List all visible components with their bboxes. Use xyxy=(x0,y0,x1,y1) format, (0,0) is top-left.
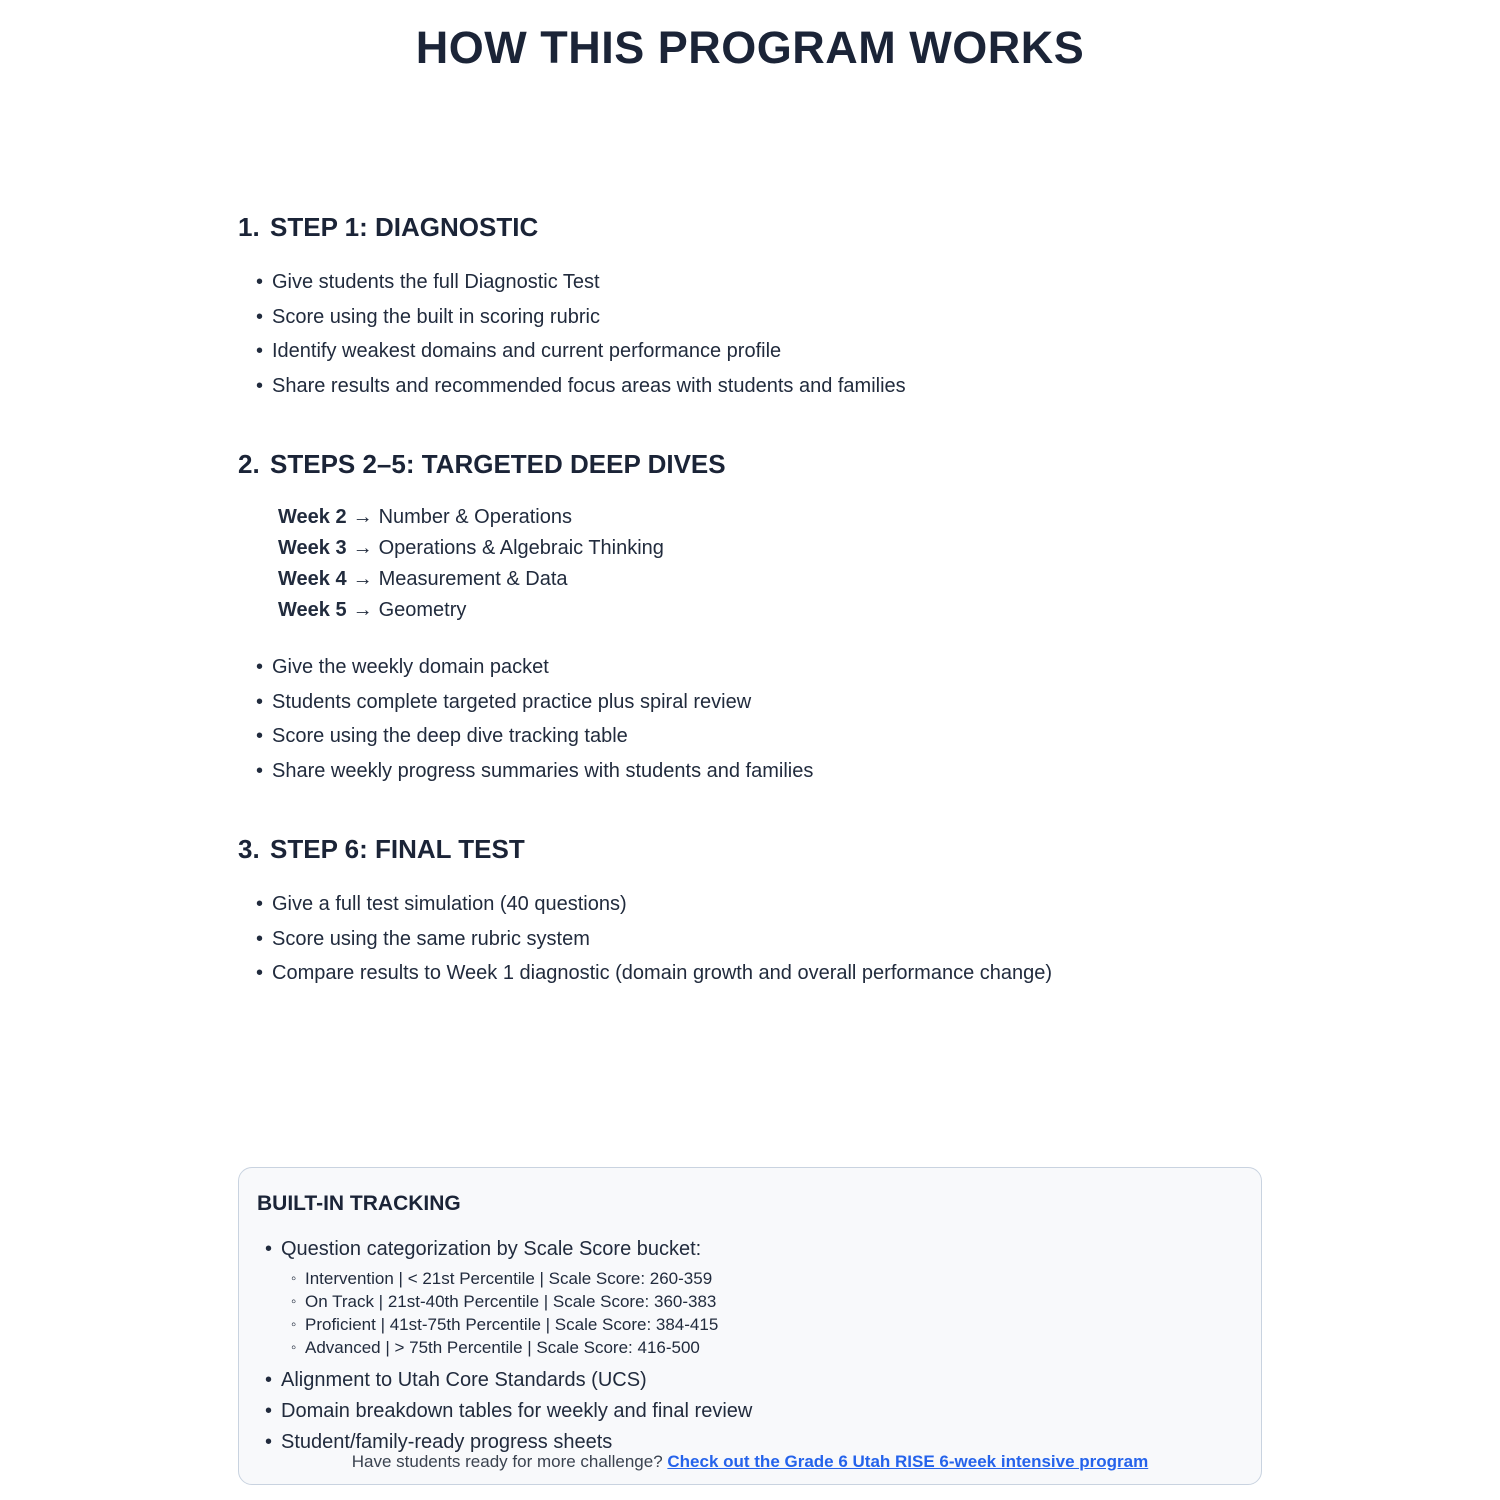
section-number: 2. xyxy=(238,449,260,479)
footer-link[interactable]: Check out the Grade 6 Utah RISE 6-week intensive program xyxy=(667,1452,1149,1471)
bullet-item: • Students complete targeted practice plus spiral review xyxy=(238,685,1262,720)
bullet-item: • Give a full test simulation (40 questions) xyxy=(238,887,1262,922)
section-number: 3. xyxy=(238,834,260,864)
scale-score-bucket: ◦ Proficient | 41st-75th Percentile | Scale Score: 384-415 xyxy=(257,1313,1237,1336)
week-item xyxy=(278,564,1262,595)
week-label: Week 4 xyxy=(278,568,347,590)
page-title: HOW THIS PROGRAM WORKS xyxy=(415,22,1085,73)
tracking-bullet: • Question categorization by Scale Score bucket: xyxy=(257,1234,1237,1265)
bullet-item: • Score using the built in scoring rubric xyxy=(238,300,1262,335)
tracking-bullet-list xyxy=(257,1234,1237,1265)
footer-text: Have students ready for more challenge? xyxy=(351,1452,668,1471)
section-step6-final-test xyxy=(238,834,1262,991)
week-label: Week 3 xyxy=(278,537,347,559)
scale-score-bucket: ◦ Advanced | > 75th Percentile | Scale Score: 416-500 xyxy=(257,1336,1237,1359)
bullet-list xyxy=(238,887,1262,991)
arrow-right-icon: → xyxy=(352,537,373,559)
tracking-bullet-list xyxy=(257,1365,1237,1458)
scale-score-bucket: ◦ On Track | 21st-40th Percentile | Scale Score: 360-383 xyxy=(257,1290,1237,1313)
bullet-item: • Give the weekly domain packet xyxy=(238,650,1262,685)
section-heading-text: STEPS 2–5: TARGETED DEEP DIVES xyxy=(270,449,726,479)
bullet-item: • Share results and recommended focus areas with students and families xyxy=(238,369,1262,404)
section-number: 1. xyxy=(238,212,260,242)
week-topic: Operations & Algebraic Thinking xyxy=(378,537,664,559)
scale-score-bucket-list xyxy=(257,1267,1237,1359)
week-topic: Number & Operations xyxy=(378,506,572,528)
bullet-item: • Identify weakest domains and current performance profile xyxy=(238,334,1262,369)
week-item xyxy=(278,533,1262,564)
bullet-item: • Score using the deep dive tracking table xyxy=(238,719,1262,754)
built-in-tracking-box xyxy=(238,1167,1262,1485)
tracking-bullet: • Student/family-ready progress sheets xyxy=(257,1427,1237,1458)
arrow-right-icon: → xyxy=(352,568,373,590)
week-item xyxy=(278,595,1262,626)
tracking-bullet: • Alignment to Utah Core Standards (UCS) xyxy=(257,1365,1237,1396)
bullet-item: • Give students the full Diagnostic Test xyxy=(238,265,1262,300)
section-heading-text: STEP 6: FINAL TEST xyxy=(270,834,525,864)
bullet-list xyxy=(238,650,1262,788)
bullet-list xyxy=(238,265,1262,403)
arrow-right-icon: → xyxy=(352,506,373,528)
document-page xyxy=(238,0,1262,1485)
arrow-right-icon: → xyxy=(352,599,373,621)
section-heading-text: STEP 1: DIAGNOSTIC xyxy=(270,212,539,242)
scale-score-bucket: ◦ Intervention | < 21st Percentile | Scale Score: 260-359 xyxy=(257,1267,1237,1290)
section-steps2-5-deep-dives xyxy=(238,449,1262,788)
bullet-item: • Score using the same rubric system xyxy=(238,922,1262,957)
section-heading xyxy=(238,212,1262,243)
tracking-bullet: • Domain breakdown tables for weekly and final review xyxy=(257,1396,1237,1427)
section-step1-diagnostic xyxy=(238,212,1262,403)
section-heading xyxy=(238,449,1262,480)
weeks-block xyxy=(278,502,1262,626)
section-heading xyxy=(238,834,1262,865)
week-label: Week 5 xyxy=(278,599,347,621)
bullet-item: • Share weekly progress summaries with students and families xyxy=(238,754,1262,789)
week-label: Week 2 xyxy=(278,506,347,528)
week-topic: Geometry xyxy=(378,599,467,621)
week-topic: Measurement & Data xyxy=(378,568,568,590)
footer-note xyxy=(0,1452,1500,1472)
tracking-heading: BUILT-IN TRACKING xyxy=(257,1191,461,1215)
week-item xyxy=(278,502,1262,533)
bullet-item: • Compare results to Week 1 diagnostic (domain growth and overall performance change) xyxy=(238,956,1262,991)
